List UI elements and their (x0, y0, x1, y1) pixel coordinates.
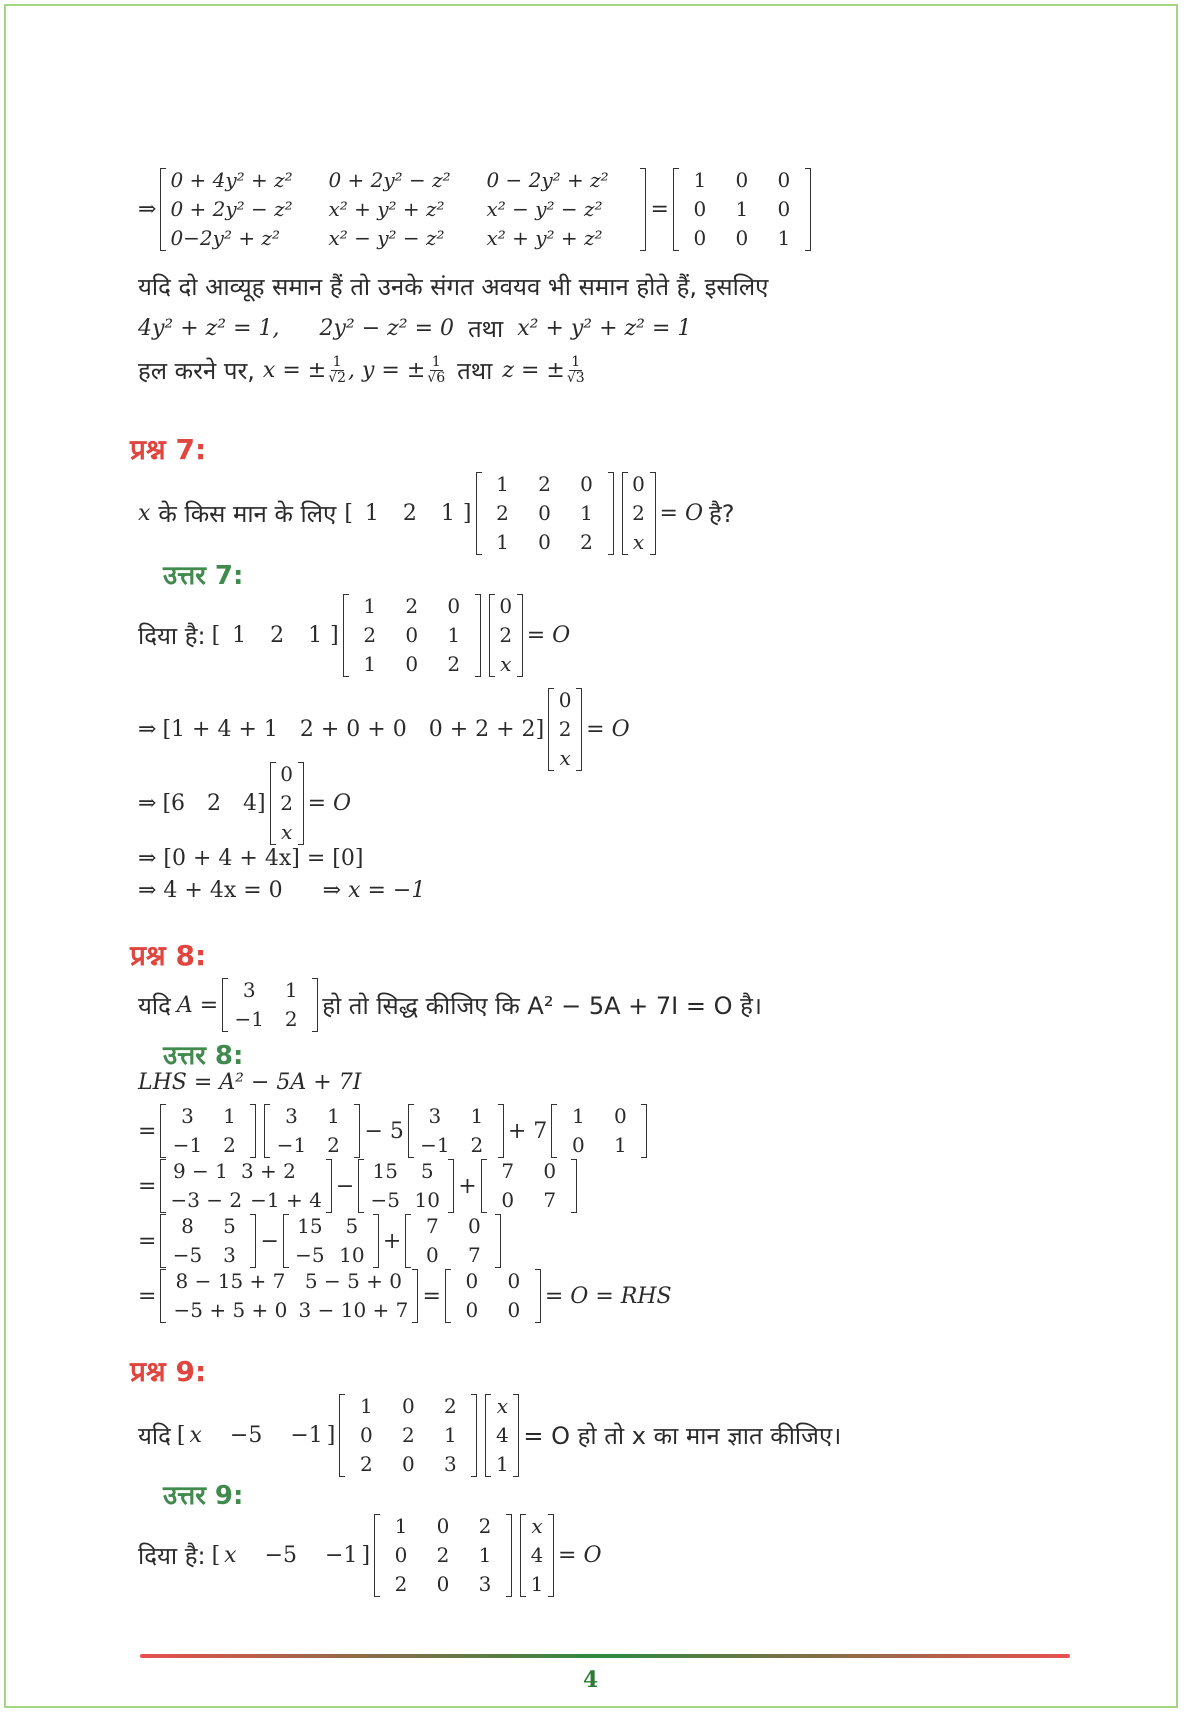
question-8-title: प्रश्न 8: (130, 939, 207, 972)
fraction: $\frac{1}{√2}$ (328, 354, 347, 386)
answer-7-step4: ⇒ [0 + 4 + 4x] = [0] (138, 846, 364, 871)
matrix-3x3: 1 2 0 2 0 1 1 0 2 (476, 470, 614, 557)
answer-8-step2: = 9 − 1 3 + 2 −3 − 2 −1 + 4 − 15 5 −5 10 + 7 0 0 7 (138, 1157, 581, 1215)
answer-8-step3: = 8 5 −5 3 − 15 5 −5 10 + 7 0 0 7 (138, 1212, 505, 1270)
matrix-A: 3 1 −1 2 (160, 1102, 256, 1160)
7I-matrix: 7 0 0 7 (481, 1157, 577, 1215)
implies-arrow: ⇒ (138, 197, 157, 222)
answer-8-lhs: LHS = A² − 5A + 7I (138, 1070, 362, 1095)
equal-matrices-statement: यदि दो आव्यूह समान हैं तो उनके संगत अवयव भी समान होते हैं, इसलिए (138, 273, 769, 301)
answer-8-step4: = 8 − 15 + 7 5 − 5 + 0 −5 + 5 + 0 3 − 10 + 7 = 0 0 0 0 = O = RHS (138, 1267, 672, 1325)
identity-matrix: 1 0 0 1 (551, 1102, 647, 1160)
question-7-title: प्रश्न 7: (130, 433, 207, 466)
column-vector: x 4 1 (485, 1392, 519, 1479)
matrix-A: 3 1 −1 2 (264, 1102, 360, 1160)
column-vector: x 4 1 (520, 1512, 554, 1599)
answer-8-title: उत्तर 8: (163, 1041, 244, 1071)
column-vector: 0 2 x (622, 470, 656, 557)
answer-9-given: दिया है: [ x −5 −1 ] 1 0 2 0 2 1 2 0 3 x 4 1 = O (138, 1512, 602, 1599)
matrix-A: 3 1 −1 2 (408, 1102, 504, 1160)
column-vector: 0 2 x (270, 760, 304, 847)
page-number: 4 (583, 1667, 599, 1693)
sum-matrix: 8 − 15 + 7 5 − 5 + 0 −5 + 5 + 0 3 − 10 + 7 (160, 1267, 418, 1325)
question-8-body: यदि A = 3 1 −1 2 हो तो सिद्ध कीजिए कि A² − 5A + 7I = O है। (138, 976, 762, 1034)
zero-matrix: 0 0 0 0 (445, 1267, 541, 1325)
question-9-body: यदि [ x −5 −1 ] 1 0 2 0 2 1 2 0 3 x 4 1 = O हो तो x का मान ज्ञात कीजिए। (138, 1392, 841, 1479)
answer-9-title: उत्तर 9: (163, 1481, 244, 1511)
answer-7-step2: ⇒ [ 1 + 4 + 1 2 + 0 + 0 0 + 2 + 2 ] 0 2 x = O (138, 686, 630, 773)
answer-7-given: दिया है: [ 1 2 1 ] 1 2 0 2 0 1 1 0 2 0 2 x = O (138, 592, 570, 679)
5A-matrix: 15 5 −5 10 (358, 1157, 454, 1215)
solution-line: हल करने पर, x = ± $\frac{1}{√2}$ , y = ± $\frac{1}{√6}$ तथा z = ± $\frac{1}{√3}$ (138, 354, 585, 386)
fraction: $\frac{1}{√3}$ (566, 354, 585, 386)
equals-sign: = (650, 197, 669, 222)
fraction: $\frac{1}{√6}$ (427, 354, 446, 386)
question-9-title: प्रश्न 9: (130, 1355, 207, 1388)
matrix-3x3: 1 0 2 0 2 1 2 0 3 (374, 1512, 512, 1599)
matrix-A: 3 1 −1 2 (222, 976, 318, 1034)
answer-7-title: उत्तर 7: (163, 561, 244, 591)
A-squared-matrix: 8 5 −5 3 (160, 1212, 256, 1270)
footer-divider (140, 1654, 1070, 1658)
answer-7-step5: ⇒ 4 + 4x = 0 ⇒ x = −1 (138, 878, 426, 903)
column-vector: 0 2 x (489, 592, 523, 679)
equations-line: 4y² + z² = 1, 2y² − z² = 0 तथा x² + y² + z² = 1 (138, 315, 692, 343)
top-matrix-equation (138, 166, 815, 253)
column-vector: 0 2 x (548, 686, 582, 773)
answer-7-step3: ⇒ [ 6 2 4 ] 0 2 x = O (138, 760, 351, 847)
product-matrix: 9 − 1 3 + 2 −3 − 2 −1 + 4 (160, 1157, 331, 1215)
identity-matrix: 1 0 0 0 1 0 0 0 1 (673, 166, 811, 253)
5A-matrix: 15 5 −5 10 (283, 1212, 379, 1270)
7I-matrix: 7 0 0 7 (405, 1212, 501, 1270)
lhs-matrix: 0 + 4y² + z² 0 + 2y² − z² 0 − 2y² + z² 0 + 2y² − z² x² + y² + z² x² − y² − z² 0−2y² + z² x² − y² − z² x² + y² + z² (160, 166, 646, 253)
matrix-3x3: 1 0 2 0 2 1 2 0 3 (339, 1392, 477, 1479)
question-7-body: x के किस मान के लिए [ 1 2 1 ] 1 2 0 2 0 1 1 0 2 0 2 x = O है? (138, 470, 734, 557)
matrix-3x3: 1 2 0 2 0 1 1 0 2 (343, 592, 481, 679)
answer-8-step1: = 3 1 −1 2 3 1 −1 2 − 5 3 1 −1 2 + 7 1 0 0 1 (138, 1102, 651, 1160)
